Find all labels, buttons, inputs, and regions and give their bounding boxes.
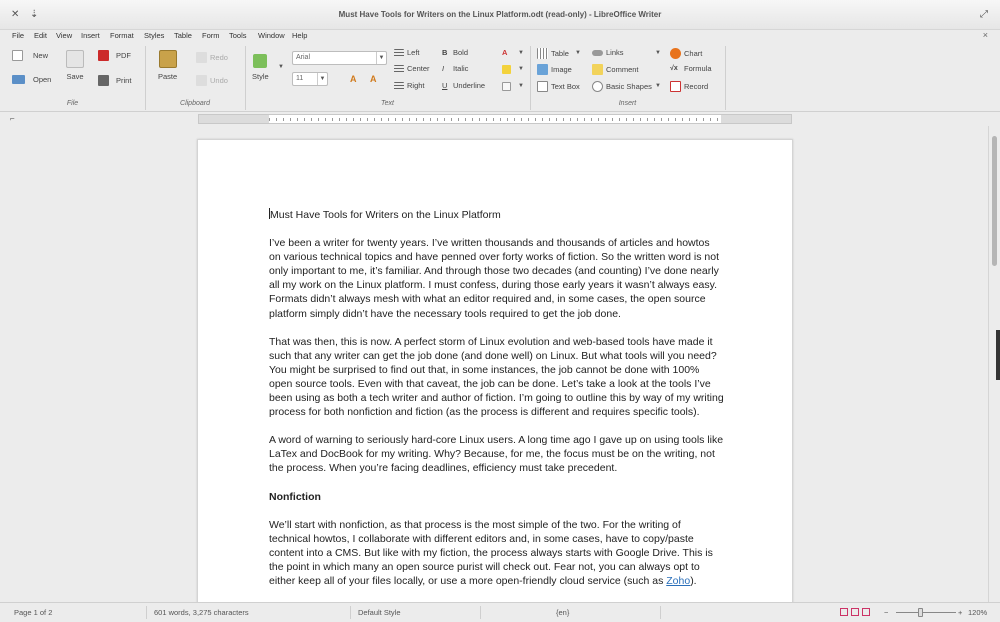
table-dropdown[interactable]: ▼ — [575, 50, 581, 56]
paragraph-4[interactable] — [269, 518, 724, 588]
save-icon — [66, 50, 84, 68]
shapes-label: Basic Shapes — [606, 82, 652, 91]
comment-label: Comment — [606, 65, 639, 74]
clipboard-group-label: Clipboard — [180, 100, 210, 107]
document-page[interactable] — [197, 139, 793, 602]
tab-stop-icon[interactable]: ⌐ — [10, 114, 15, 123]
image-label: Image — [551, 65, 572, 74]
zoho-link[interactable]: Zoho — [666, 574, 691, 587]
ruler-right-margin — [721, 115, 791, 123]
underline-label: Underline — [453, 81, 486, 90]
document-title-text: Must Have Tools for Writers on the Linux Platform — [270, 209, 501, 221]
paragraph-4-end: ). — [690, 574, 697, 587]
bold-label: Bold — [453, 48, 469, 57]
menu-styles[interactable]: Styles — [144, 31, 165, 40]
font-color-dropdown[interactable]: ▼ — [518, 50, 524, 56]
undo-label: Undo — [210, 76, 228, 85]
new-button[interactable] — [12, 50, 48, 61]
italic-button[interactable] — [442, 64, 468, 73]
menu-tools[interactable]: Tools — [229, 31, 247, 40]
status-divider — [350, 606, 351, 619]
table-icon — [537, 48, 548, 59]
pdf-label: PDF — [116, 51, 131, 60]
zoom-in-button[interactable]: + — [958, 608, 963, 617]
align-center-label: Center — [407, 64, 430, 73]
redo-button[interactable] — [196, 52, 228, 63]
align-center-button[interactable] — [394, 64, 430, 73]
font-size-combo[interactable] — [292, 72, 328, 86]
insert-chart-button[interactable] — [670, 48, 702, 59]
text-group-label: Text — [381, 100, 394, 107]
close-document-button[interactable]: × — [982, 30, 988, 40]
group-divider — [725, 46, 726, 110]
clipboard-icon — [159, 50, 177, 68]
ribbon-toolbar — [0, 44, 1000, 112]
basic-shapes-button[interactable] — [592, 81, 652, 92]
highlight-dropdown[interactable]: ▼ — [518, 66, 524, 72]
menu-file[interactable]: File — [12, 31, 25, 40]
ruler-ticks — [269, 118, 721, 121]
zoom-level[interactable]: 120% — [968, 608, 988, 617]
style-label: Style — [252, 72, 269, 81]
menu-window[interactable]: Window — [258, 31, 285, 40]
table-label: Table — [551, 49, 569, 58]
insert-comment-button[interactable] — [592, 64, 639, 75]
status-divider — [480, 606, 481, 619]
menu-table[interactable]: Table — [174, 31, 192, 40]
redo-icon — [196, 52, 207, 63]
ruler-area — [0, 112, 1000, 126]
view-layout-buttons[interactable] — [840, 608, 870, 616]
bold-icon: B — [442, 48, 448, 57]
underline-button[interactable] — [442, 81, 485, 90]
track-changes-record-button[interactable] — [670, 81, 708, 92]
insert-image-button[interactable] — [537, 64, 572, 75]
folder-icon — [12, 75, 25, 84]
ruler-left-margin — [199, 115, 269, 123]
image-icon — [537, 64, 548, 75]
style-dropdown-arrow[interactable]: ▼ — [278, 64, 284, 70]
undo-button[interactable] — [196, 75, 228, 86]
paragraph-4-text: We’ll start with nonfiction, as that process is the most simple of the two. For the writing of technical howtos, I collaborate with different editors and, in some cases, have to copy/paste content into a CMS. But like with my fiction, the process always starts with Google Drive. This is the point in which many an open source purist will check out. Fear not, you can always opt to either keep all of your files locally, or use a more open-friendly cloud service (such as — [269, 518, 713, 587]
zoom-out-button[interactable]: − — [884, 608, 889, 617]
record-label: Record — [684, 82, 709, 91]
align-right-icon — [394, 82, 404, 90]
open-button[interactable] — [12, 75, 51, 84]
redo-label: Redo — [210, 53, 228, 62]
grow-font-icon[interactable]: A — [350, 74, 357, 84]
save-label: Save — [66, 72, 84, 81]
menu-help[interactable]: Help — [292, 31, 308, 40]
menu-bar — [0, 30, 1000, 44]
save-button[interactable] — [66, 50, 84, 81]
scrollbar-thumb[interactable] — [992, 136, 997, 266]
font-size-value: 11 — [296, 75, 304, 82]
word-count[interactable]: 601 words, 3,275 characters — [154, 608, 249, 617]
new-label: New — [33, 51, 49, 60]
status-divider — [146, 606, 147, 619]
close-window-button[interactable]: ✕ — [11, 9, 20, 20]
insert-textbox-button[interactable] — [537, 81, 580, 92]
menu-edit[interactable]: Edit — [34, 31, 47, 40]
window-edge — [996, 330, 1000, 380]
print-label: Print — [116, 76, 132, 85]
font-color-icon[interactable]: A — [502, 48, 508, 57]
menu-form[interactable]: Form — [202, 31, 220, 40]
italic-label: Italic — [453, 64, 469, 73]
export-pdf-button[interactable] — [98, 50, 131, 61]
style-icon — [253, 54, 267, 68]
maximize-window-button[interactable]: ⤢ — [980, 9, 988, 20]
chevron-down-icon[interactable]: ▼ — [317, 73, 327, 85]
print-button[interactable] — [98, 75, 131, 86]
chart-icon — [670, 48, 681, 59]
align-left-button[interactable] — [394, 48, 420, 57]
bold-button[interactable] — [442, 48, 468, 57]
paragraph-1[interactable]: I’ve been a writer for twenty years. I’ve written thousands and thousands of articles and howtos on various technical topics and have penned over forty works of fiction. So the written word is not only important to me, it’s familiar. And through those two decades (and counting) I’ve done nearly all my work on the Linux platform. I must confess, during those early years it wasn’t always easy. Formats didn’t always mesh with what an editor required and, in some cases, the open source platform simply didn’t have the necessary tools required to get the job done. — [269, 237, 719, 320]
printer-icon — [98, 75, 109, 86]
document-area[interactable] — [0, 126, 988, 602]
pdf-icon — [98, 50, 109, 61]
minimize-window-button[interactable]: ⇣ — [30, 9, 39, 20]
textbox-label: Text Box — [551, 82, 580, 91]
links-dropdown[interactable]: ▼ — [655, 50, 661, 56]
align-right-label: Right — [407, 81, 425, 90]
align-right-button[interactable] — [394, 81, 425, 90]
book-view-icon[interactable] — [862, 608, 870, 616]
background-dropdown[interactable]: ▼ — [518, 83, 524, 89]
single-page-view-icon[interactable] — [840, 608, 848, 616]
paste-button[interactable] — [158, 50, 177, 81]
undo-icon — [196, 75, 207, 86]
formula-icon: √x — [670, 65, 678, 72]
paste-label: Paste — [158, 72, 178, 81]
heading-nonfiction[interactable]: Nonfiction — [269, 490, 321, 503]
highlight-icon[interactable] — [502, 65, 511, 74]
record-icon — [670, 81, 681, 92]
align-left-label: Left — [407, 48, 420, 57]
textbox-icon — [537, 81, 548, 92]
menu-view[interactable]: View — [56, 31, 73, 40]
zoom-slider-knob[interactable] — [918, 608, 923, 617]
chevron-down-icon[interactable]: ▼ — [376, 52, 386, 64]
zoom-slider[interactable] — [896, 612, 956, 613]
chart-label: Chart — [684, 49, 703, 58]
links-label: Links — [606, 48, 624, 57]
window-title: Must Have Tools for Writers on the Linux Platform.odt (read-only) - LibreOffice Writer — [338, 10, 662, 19]
shapes-icon — [592, 81, 603, 92]
file-group-label: File — [66, 100, 79, 107]
page-style[interactable]: Default Style — [358, 608, 401, 617]
shrink-font-icon[interactable]: A — [370, 74, 377, 84]
document-body[interactable] — [269, 208, 724, 602]
font-name-combo[interactable] — [292, 51, 387, 65]
link-icon — [592, 50, 603, 56]
page-count[interactable]: Page 1 of 2 — [14, 608, 53, 617]
align-left-icon — [394, 49, 404, 57]
underline-icon: U — [442, 81, 448, 90]
multi-page-view-icon[interactable] — [851, 608, 859, 616]
language[interactable]: {en} — [556, 608, 570, 617]
insert-formula-button[interactable] — [670, 64, 712, 73]
formula-label: Formula — [684, 64, 712, 73]
status-bar — [0, 602, 1000, 622]
insert-links-button[interactable] — [592, 48, 624, 57]
paragraph-2[interactable]: That was then, this is now. A perfect storm of Linux evolution and web-based tools have made it such that any writer can get the job done (and done well) on Linux. But what tools will you need? You might be surprised to find out that, in some instances, the job cannot be done with 100% open source tools. Even with that caveat, the job can be done. Let’s take a look at the tools I’ve been using as both a tech writer and author of fiction. I’m going to outline this by way of my writing process for both nonfiction and fiction (as the process is different and requires specific tools). — [269, 335, 724, 419]
style-button[interactable] — [252, 54, 269, 81]
align-center-icon — [394, 65, 404, 73]
new-document-icon — [12, 50, 23, 61]
insert-table-button[interactable] — [537, 48, 569, 59]
paragraph-3[interactable]: A word of warning to seriously hard-core Linux users. A long time ago I gave up on using tools like LaTex and DocBook for my writing. Why? Because, for me, the focus must be on the writing, not the process. When you’re facing deadlines, efficiency must take precedent. — [269, 434, 724, 475]
menu-insert[interactable]: Insert — [81, 31, 100, 40]
comment-icon — [592, 64, 603, 75]
open-label: Open — [33, 75, 52, 84]
background-color-icon[interactable] — [502, 82, 511, 91]
font-name-value: Arial — [296, 54, 311, 61]
menu-format[interactable]: Format — [110, 31, 134, 40]
document-title[interactable] — [269, 208, 724, 222]
italic-icon: I — [442, 64, 445, 73]
horizontal-ruler[interactable] — [198, 114, 792, 124]
title-bar — [0, 0, 1000, 30]
insert-group-label: Insert — [618, 100, 637, 107]
status-divider — [660, 606, 661, 619]
shapes-dropdown[interactable]: ▼ — [655, 83, 661, 89]
